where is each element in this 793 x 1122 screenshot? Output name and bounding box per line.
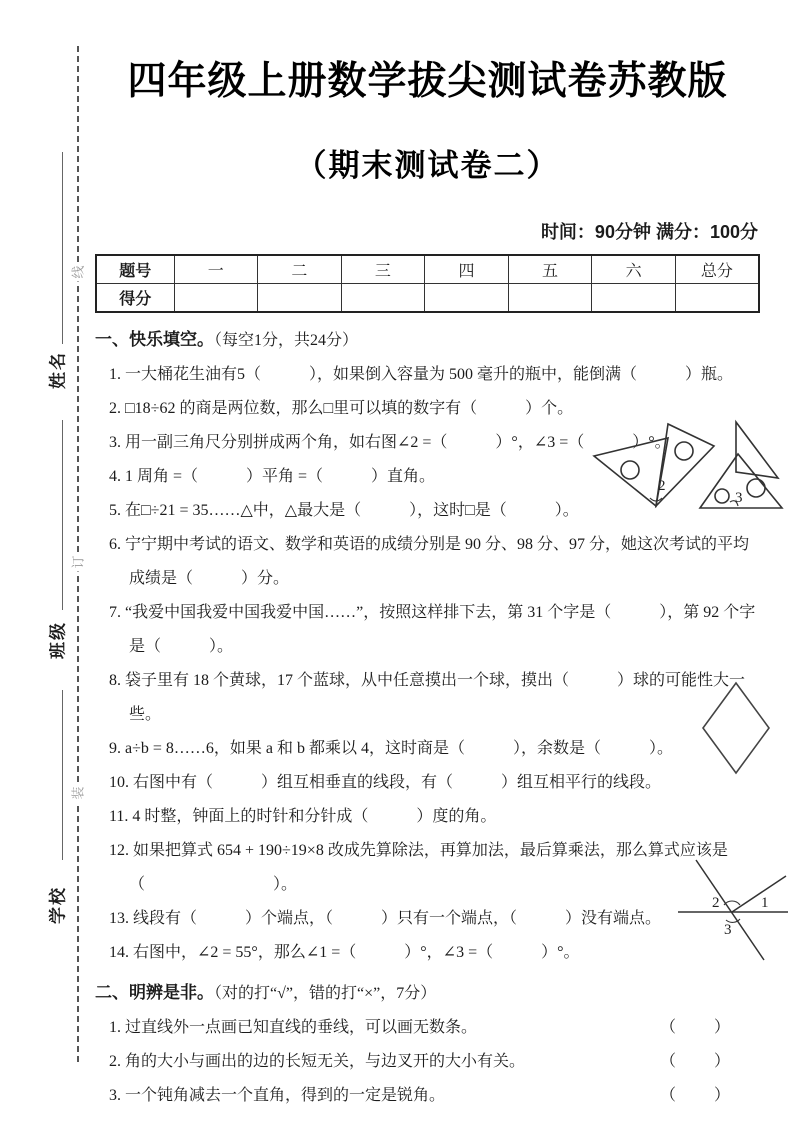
- question-1: 1. 一大桶花生油有5（ ），如果倒入容量为 500 毫升的瓶中，能倒满（ ）瓶。: [109, 366, 734, 383]
- score-col-4: 四: [425, 255, 509, 284]
- score-cell: [258, 284, 342, 313]
- angle-2-label: 2: [658, 478, 666, 494]
- question-13: 13. 线段有（ ）个端点，（ ）只有一个端点，（ ）没有端点。: [109, 910, 662, 927]
- time-score-info: 时间：90分钟 满分：100分: [540, 222, 758, 242]
- section1-title: 一、快乐填空。: [95, 330, 214, 349]
- question-11: 11. 4 时整，钟面上的时针和分针成（ ）度的角。: [109, 808, 497, 825]
- score-table-score-row: [96, 284, 759, 313]
- section1-heading: [95, 323, 760, 358]
- tf-item-2: 2. 角的大小与画出的边的长短无关，与边叉开的大小有关。 （ ）: [95, 1045, 760, 1079]
- angle-1-label: 1: [761, 895, 769, 911]
- binding-char-ding: 订: [72, 552, 85, 571]
- name-write-line: [62, 152, 63, 344]
- set-square-figure: [588, 418, 788, 520]
- score-col-1: 一: [174, 255, 258, 284]
- tf-item-3: 3. 一个钝角减去一个直角，得到的一定是锐角。 （ ）: [95, 1079, 760, 1113]
- binding-char-xian: 线: [72, 262, 85, 281]
- question-5: 5. 在□÷21 = 35……△中，△最大是（ ），这时□是（ ）。: [109, 502, 579, 519]
- score-cell: [675, 284, 759, 313]
- question-3: 3. 用一副三角尺分别拼成两个角，如右图∠2 =（ ）°，∠3 =（ ）°。: [109, 434, 671, 451]
- name-label: 姓名: [48, 351, 68, 389]
- answer-blank: （ ）: [659, 1019, 732, 1036]
- question-4: 4. 1 周角 =（ ）平角 =（ ）直角。: [109, 468, 436, 485]
- question-14: 14. 右图中，∠2 = 55°，那么∠1 =（ ）°，∠3 =（ ）°。: [109, 944, 580, 961]
- score-col-5: 五: [508, 255, 592, 284]
- school-label: 学校: [48, 886, 68, 924]
- score-col-6: 六: [592, 255, 676, 284]
- score-table-corner: 题号: [96, 255, 174, 284]
- rhombus-figure: [700, 680, 772, 776]
- score-table-header-row: [96, 255, 759, 284]
- class-label: 班级: [48, 621, 68, 659]
- question-9: 9. a÷b = 8……6，如果 a 和 b 都乘以 4，这时商是（ ），余数是（ ）。: [109, 740, 674, 757]
- angle-3-label: 3: [735, 490, 743, 506]
- tf-item-1: 1. 过直线外一点画已知直线的垂线，可以画无数条。 （ ）: [95, 1011, 760, 1045]
- score-cell: [174, 284, 258, 313]
- score-col-3: 三: [341, 255, 425, 284]
- score-cell: [508, 284, 592, 313]
- score-cell: [425, 284, 509, 313]
- answer-blank: （ ）: [659, 1053, 732, 1070]
- score-cell: [341, 284, 425, 313]
- question-7: 7. “我爱中国我爱中国我爱中国……”，按照这样排下去，第 31 个字是（ ），第 92 个字是（ ）。: [109, 604, 756, 655]
- angle-lines-figure: [676, 850, 793, 968]
- angle-2-label: 2: [712, 895, 720, 911]
- section2-note: （对的打“√”，错的打“×”，7分）: [214, 985, 437, 1002]
- angle-3-label: 3: [724, 922, 732, 938]
- page-subtitle: （期末测试卷二）: [295, 148, 560, 183]
- score-row-label: 得分: [96, 284, 174, 313]
- answer-blank: （ ）: [659, 1087, 732, 1104]
- page-title: 四年级上册数学拔尖测试卷苏教版: [127, 60, 728, 103]
- section1-note: （每空1分，共24分）: [214, 332, 359, 349]
- section2-heading: [95, 976, 760, 1011]
- binding-char-zhuang: 装: [72, 783, 85, 802]
- question-10: 10. 右图中有（ ）组互相垂直的线段，有（ ）组互相平行的线段。: [109, 774, 662, 791]
- score-cell: [592, 284, 676, 313]
- score-col-2: 二: [258, 255, 342, 284]
- school-write-line: [62, 690, 63, 860]
- question-2: 2. □18÷62 的商是两位数，那么□里可以填的数字有（ ）个。: [109, 400, 574, 417]
- question-12: 12. 如果把算式 654 + 190÷19×8 改成先算除法，再算加法，最后算乘法，那么算式应该是（ ）。: [109, 842, 728, 893]
- main-content: [95, 0, 760, 1113]
- question-6: 6. 宁宁期中考试的语文、数学和英语的成绩分别是 90 分、98 分、97 分，她这次考试的平均成绩是（ ）分。: [109, 536, 750, 587]
- score-col-total: 总分: [675, 255, 759, 284]
- question-8: 8. 袋子里有 18 个黄球，17 个蓝球，从中任意摸出一个球，摸出（ ）球的可能性大一些。: [109, 672, 746, 723]
- class-write-line: [62, 420, 63, 610]
- score-table: [95, 254, 760, 313]
- section2-title: 二、明辨是非。: [95, 983, 214, 1002]
